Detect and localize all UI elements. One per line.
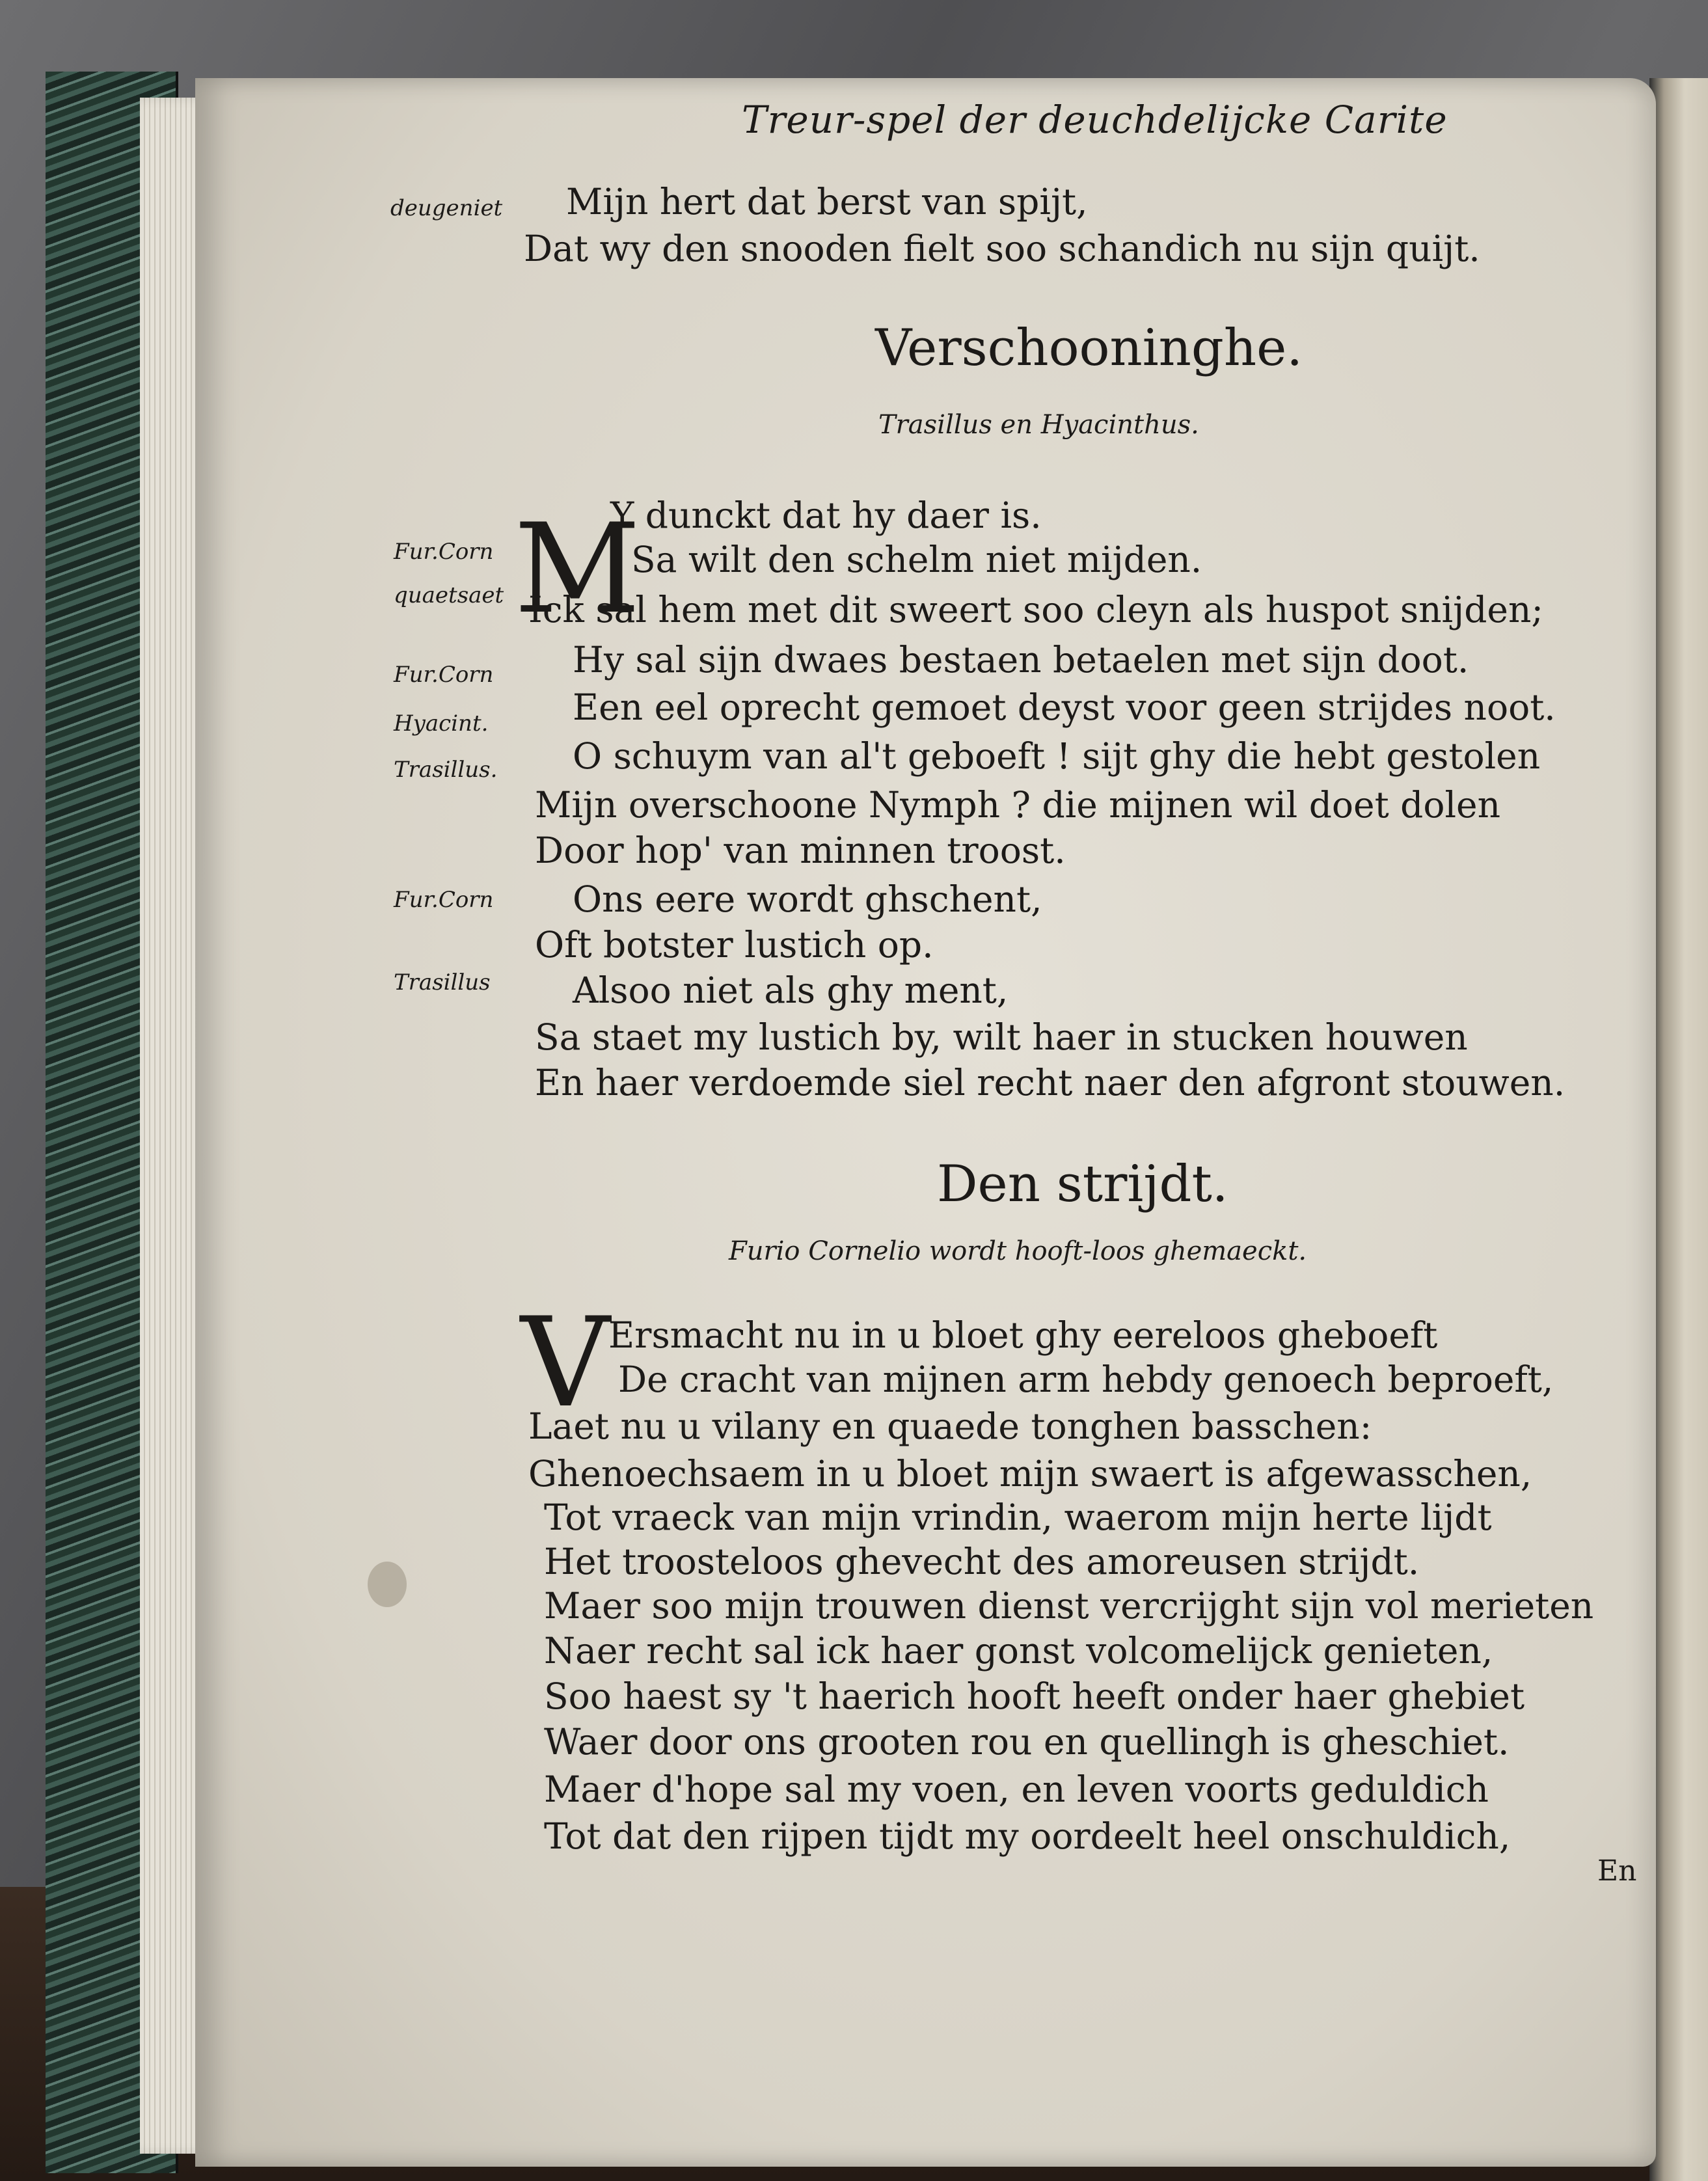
verse-line: Maer d'hope sal my voen, en leven voorts geduldich (544, 1768, 1489, 1810)
verse-line: O schuym van al't geboeft ! sijt ghy die hebt gestolen (573, 735, 1541, 777)
speaker-label: Trasillus (394, 969, 491, 996)
verse-line: Naer recht sal ick haer gonst volcomelijck genieten, (544, 1630, 1493, 1672)
verse-line: Sa staet my lustich by, wilt haer in stucken houwen (535, 1016, 1468, 1058)
section-title: Den strijdt. (937, 1155, 1228, 1213)
drop-cap: V (521, 1291, 610, 1435)
verse-line: Laet nu u vilany en quaede tonghen basschen: (528, 1405, 1372, 1447)
verse-line: Het troosteloos ghevecht des amoreusen strijdt. (544, 1541, 1420, 1582)
stage-direction: Furio Cornelio wordt hooft-loos ghemaeckt. (729, 1236, 1307, 1266)
verse-line: Maer soo mijn trouwen dienst vercrijght sijn vol merieten (544, 1585, 1594, 1627)
verse-line: En haer verdoemde siel recht naer den afgront stouwen. (535, 1062, 1566, 1104)
verse-line: Ersmacht nu in u bloet ghy eereloos gheboeft (608, 1314, 1438, 1356)
running-head: Treur-spel der deuchdelijcke Carite (742, 98, 1448, 142)
verse-line: De cracht van mijnen arm hebdy genoech beproeft, (618, 1359, 1554, 1400)
page-stain (368, 1562, 407, 1607)
verse-line: Ons eere wordt ghschent, (573, 878, 1042, 920)
facing-page-edge (1649, 78, 1708, 2181)
verse-line: Tot vraeck van mijn vrindin, waerom mijn herte lijdt (544, 1497, 1492, 1538)
verse-line: Mijn overschoone Nymph ? die mijnen wil doet dolen (535, 784, 1501, 826)
speaker-label: Trasillus. (394, 757, 498, 783)
speaker-label: Fur.Corn (394, 662, 494, 688)
verse-line: Oft botster lustich op. (535, 924, 934, 966)
verse-line: Alsoo niet als ghy ment, (573, 969, 1009, 1011)
speaker-label: quaetsaet (394, 582, 504, 608)
verse-line: Dat wy den snooden fielt soo schandich nu sijn quijt. (524, 228, 1480, 269)
section-title: Verschooninghe. (875, 319, 1303, 377)
speaker-label: Fur.Corn (394, 887, 494, 913)
verse-line: Soo haest sy 't haerich hooft heeft onder haer ghebiet (544, 1675, 1525, 1717)
verse-line: Ghenoechsaem in u bloet mijn swaert is afgewasschen, (528, 1453, 1532, 1495)
verse-line: Y dunckt dat hy daer is. (610, 494, 1042, 536)
verse-line: Waer door ons grooten rou en quellingh is gheschiet. (544, 1721, 1510, 1763)
stage-direction: Trasillus en Hyacinthus. (878, 410, 1199, 440)
verse-line: Een eel oprecht gemoet deyst voor geen strijdes noot. (573, 686, 1556, 728)
catchword: En (1597, 1854, 1637, 1888)
verse-line: Door hop' van minnen troost. (535, 830, 1066, 871)
speaker-label: Fur.Corn (394, 539, 494, 565)
verse-line: Sa wilt den schelm niet mijden. (631, 539, 1202, 580)
verse-line: Hy sal sijn dwaes bestaen betaelen met sijn doot. (573, 639, 1469, 681)
verse-line: Mijn hert dat berst van spijt, (566, 181, 1088, 223)
speaker-label: Hyacint. (394, 711, 489, 737)
verse-line: Ick sal hem met dit sweert soo cleyn als huspot snijden; (528, 589, 1543, 630)
verse-line: Tot dat den rijpen tijdt my oordeelt heel onschuldich, (544, 1815, 1511, 1857)
speaker-label: deugeniet (390, 195, 503, 221)
drop-cap: M (514, 497, 641, 641)
